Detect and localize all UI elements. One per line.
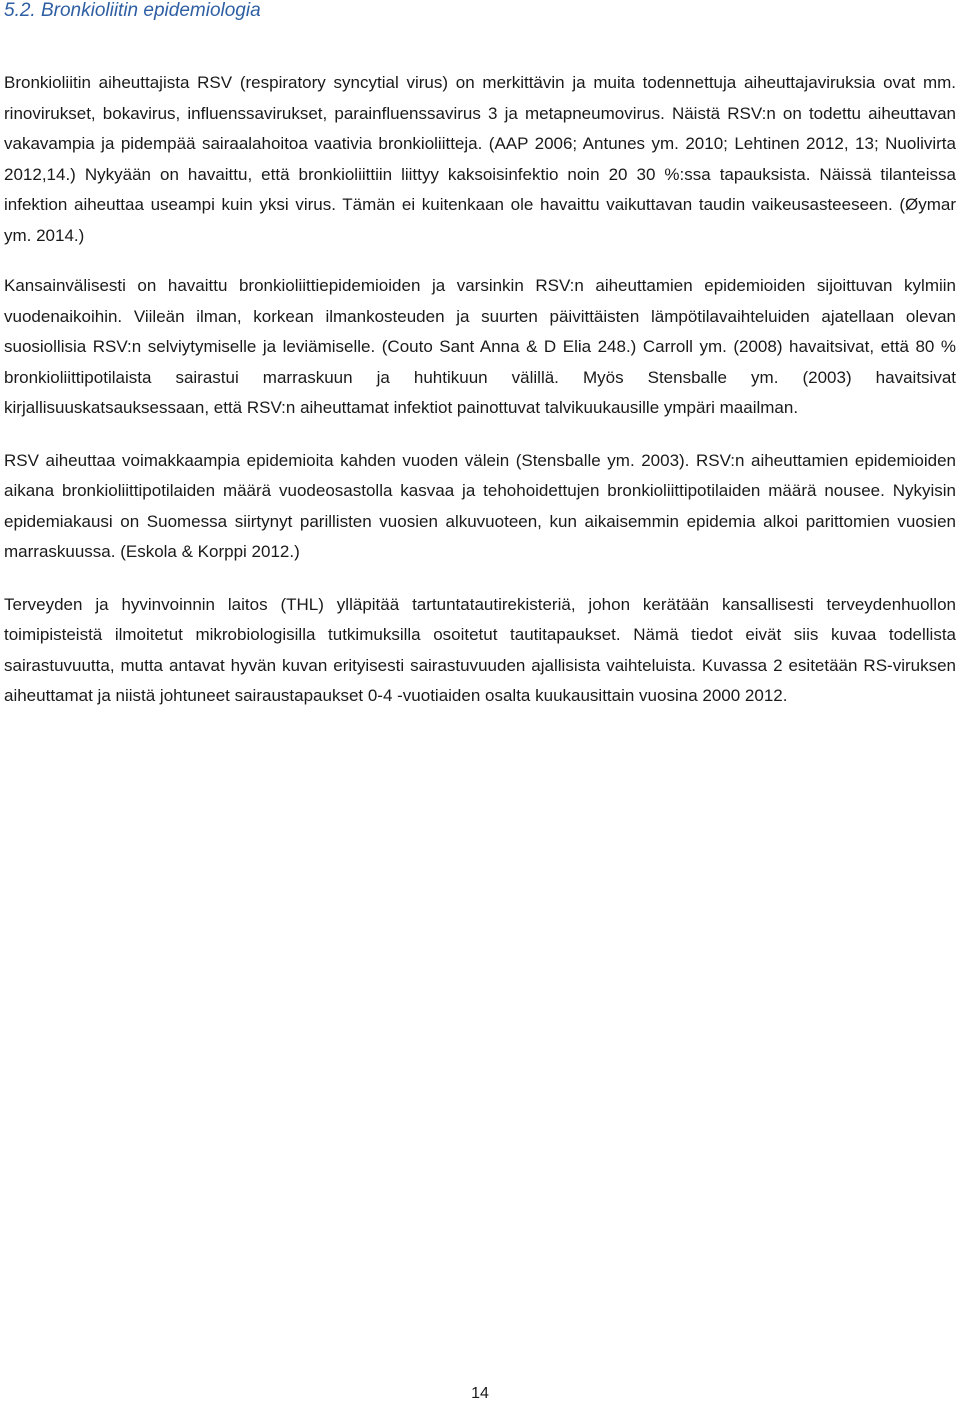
paragraph-epidemic-cycle: RSV aiheuttaa voimakkaampia epidemioita kahden vuoden välein (Stensballe ym. 2003). RSV:n aiheuttamien epidemioiden aikana bronkioliittipotilaiden määrä vuodeosastolla kasvaa ja tehohoidettujen bronkioliittipotilaiden määrä nousee. Nykyisin epidemiakausi on Suomessa siirtynyt parillisten vuosien alkuvuoteen, kun aikaisemmin epidemia alkoi parittomien vuosien marraskuussa. (Eskola & Korppi 2012.)	[4, 450, 956, 561]
section-heading: 5.2. Bronkioliitin epidemiologia	[4, 0, 261, 21]
page-number: 14	[471, 1385, 489, 1402]
paragraph-thl-registry: Terveyden ja hyvinvoinnin laitos (THL) ylläpitää tartuntatautirekisteriä, johon kerätään kansallisesti terveydenhuollon toimipisteistä ilmoitetut mikrobiologisilla tutkimuksilla osoitetut tautitapaukset. Nämä tiedot eivät siis kuvaa todellista sairastuvuutta, mutta antavat hyvän kuvan erityisesti sairastuvuuden ajallisista vaihteluista. Kuvassa 2 esitetään RS-viruksen aiheuttamat ja niistä johtuneet sairaustapaukset 0-4 -vuotiaiden osalta kuukausittain vuosina 2000 2012.	[4, 594, 956, 705]
paragraph-etiology: Bronkioliitin aiheuttajista RSV (respiratory syncytial virus) on merkittävin ja muita todennettuja aiheuttajaviruksia ovat mm. rinovirukset, bokavirus, influenssavirukset, parainfluenssavirus 3 ja metapneumovirus. Näistä RSV:n on todettu aiheuttavan vakavampia ja pidempää sairaalahoitoa vaativia bronkioliitteja. (AAP 2006; Antunes ym. 2010; Lehtinen 2012, 13; Nuolivirta 2012,14.) Nykyään on havaittu, että bronkioliittiin liittyy kaksoisinfektio noin 20 30 %:ssa tapauksista. Näissä tilanteissa infektion aiheuttaa useampi kuin yksi virus. Tämän ei kuitenkaan ole havaittu vaikuttavan taudin vaikeusasteeseen. (Øymar ym. 2014.)	[4, 73, 956, 245]
document-page	[4, 0, 956, 712]
paragraph-seasonality: Kansainvälisesti on havaittu bronkioliittiepidemioiden ja varsinkin RSV:n aiheuttamien epidemioiden sijoittuvan kylmiin vuodenaikoihin. Viileän ilman, korkean ilmankosteuden ja suurten päivittäisten lämpötilavaihteluiden ajatellaan olevan suosiollisia RSV:n selviytymiselle ja leviämiselle. (Couto Sant Anna & D Elia 248.) Carroll ym. (2008) havaitsivat, että 80 % bronkioliittipotilaista sairastui marraskuun ja huhtikuun välillä. Myös Stensballe ym. (2003) havaitsivat kirjallisuuskatsauksessaan, että RSV:n aiheuttamat infektiot painottuvat talvikuukausille ympäri maailman.	[4, 276, 956, 417]
